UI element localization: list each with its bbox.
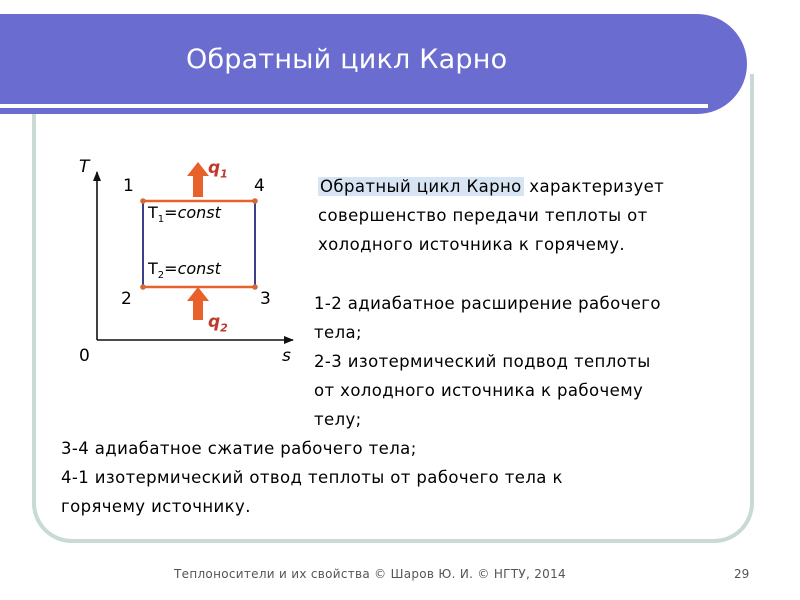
intro-paragraph xyxy=(318,172,664,259)
intro-line-1-rest: характеризует xyxy=(523,177,665,196)
point-3-dot xyxy=(252,284,258,290)
q2-arrow xyxy=(187,287,209,320)
step-3-4-line: 3-4 адиабатное сжатие рабочего тела; xyxy=(61,439,417,458)
intro-line-2: совершенство передачи теплоты от xyxy=(318,206,648,225)
q2-label xyxy=(208,312,228,334)
point-2-label: 2 xyxy=(121,289,132,309)
t1-subscript: 1 xyxy=(157,214,165,226)
origin-label: 0 xyxy=(79,346,90,366)
footer-text: Теплоносители и их свойства © Шаров Ю. И. © НГТУ, 2014 xyxy=(174,567,566,581)
q1-label xyxy=(208,158,228,180)
t2-symbol: T xyxy=(148,259,158,278)
intro-line-1 xyxy=(318,172,664,201)
point-2-dot xyxy=(140,284,146,290)
q1-subscript: 1 xyxy=(220,167,228,181)
axis-y-label: T xyxy=(79,157,90,177)
step-2-3-line-3: телу; xyxy=(314,410,362,429)
bottom-paragraph xyxy=(61,434,563,521)
t2-subscript: 2 xyxy=(157,270,165,282)
q1-symbol: q xyxy=(208,158,221,178)
step-4-1-line-2: горячему источнику. xyxy=(61,497,251,516)
title-underline xyxy=(0,104,708,108)
q2-subscript: 2 xyxy=(220,321,228,335)
intro-highlight: Обратный цикл Карно xyxy=(320,177,522,196)
step-2-3-line-2: от холодного источника к рабочему xyxy=(314,381,644,400)
point-1-dot xyxy=(140,198,146,204)
point-3-label: 3 xyxy=(260,289,271,309)
q1-arrow xyxy=(187,162,209,197)
page-number: 29 xyxy=(734,567,750,581)
axis-x-label: s xyxy=(282,346,291,366)
t1-symbol: T xyxy=(148,203,158,222)
q2-symbol: q xyxy=(208,312,221,332)
steps-paragraph xyxy=(314,289,661,434)
step-4-1-line-1: 4-1 изотермический отвод теплоты от рабочего тела к xyxy=(61,468,563,487)
t2-const-label xyxy=(148,259,221,281)
point-4-dot xyxy=(252,198,258,204)
t1-const-label xyxy=(148,203,221,225)
t2-const-text: =const xyxy=(164,259,221,278)
point-4-label: 4 xyxy=(254,176,265,196)
step-1-2-line-1: 1-2 адиабатное расширение рабочего xyxy=(314,294,661,313)
point-1-label: 1 xyxy=(123,176,134,196)
step-2-3-line-1: 2-3 изотермический подвод теплоты xyxy=(314,352,651,371)
step-1-2-line-2: тела; xyxy=(314,323,362,342)
intro-line-3: холодного источника к горячему. xyxy=(318,235,626,254)
slide-title: Обратный цикл Карно xyxy=(186,44,508,75)
ts-diagram xyxy=(60,150,310,380)
t1-const-text: =const xyxy=(164,203,221,222)
